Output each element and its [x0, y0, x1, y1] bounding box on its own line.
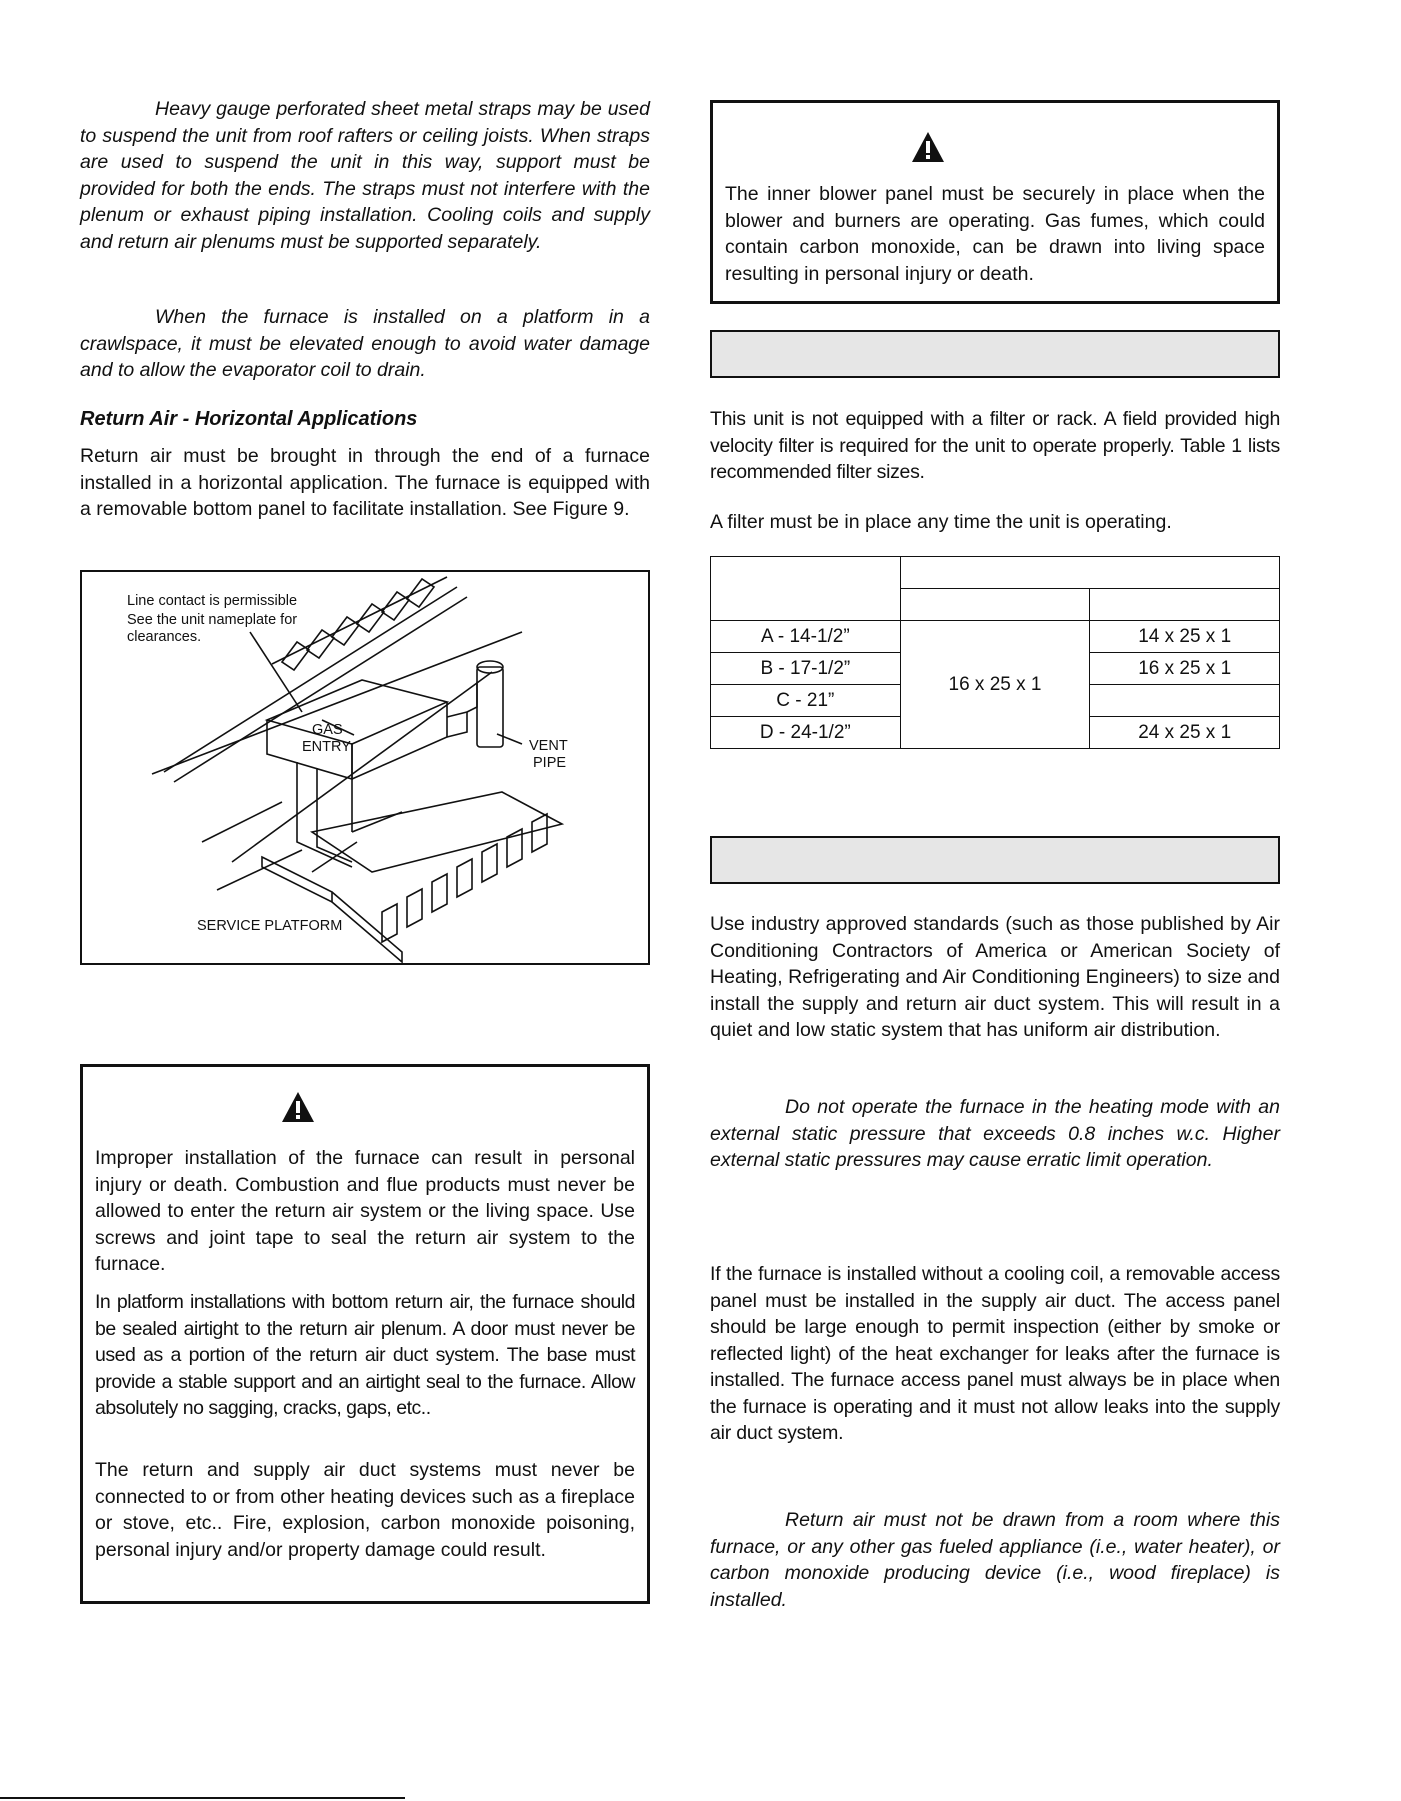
table-header-bottom	[1090, 589, 1280, 621]
warning-icon	[911, 131, 945, 163]
platform-paragraph: When the furnace is installed on a platform in a crawlspace, it must be elevated enough to avoid water damage and to allow the evaporator coil to drain.	[80, 306, 650, 381]
filter-size-table	[710, 556, 1280, 749]
warning-icon	[281, 1091, 315, 1123]
table-cell-bottom: 24 x 25 x 1	[1090, 717, 1280, 749]
furnace-platform-illustration	[82, 572, 648, 963]
table-cell-cabinet: A - 14-1/2”	[711, 621, 901, 653]
return-air-paragraph: Return air must be brought in through the end of a furnace installed in a horizontal application. The furnace is equipped with a removable bottom panel to facilitate installation. See Figure 9.	[80, 445, 650, 520]
warning-paragraph-3: The return and supply air duct systems must never be connected to or from other heating devices such as a fireplace or stove, etc.. Fire, explosion, carbon monoxide poisoning, personal injury and/or property damage could result.	[95, 1459, 635, 1561]
warning-paragraph-2: In platform installations with bottom return air, the furnace should be sealed airtight to the return air plenum. A door must never be used as a portion of the return air duct system. The base must provide a stable support and an airtight seal to the furnace. Allow absolutely no sagging, cracks, gaps, etc..	[95, 1291, 635, 1419]
figure-platform-install	[80, 570, 650, 965]
table-cell-cabinet: D - 24-1/2”	[711, 717, 901, 749]
table-header-cabinet	[711, 557, 901, 621]
section-header-bar-ducts	[710, 836, 1280, 884]
label-nameplate-1: See the unit nameplate for	[127, 612, 298, 628]
label-nameplate-2: clearances.	[127, 629, 202, 645]
footer-rule	[0, 1797, 405, 1799]
table-cell-cabinet: C - 21”	[711, 685, 901, 717]
access-panel-paragraph: If the furnace is installed without a cooling coil, a removable access panel must be installed in the supply air duct. The access panel should be large enough to permit inspection (either by smoke or reflected light) of the heat exchanger for leaks after the furnace is installed. The furnace access panel must always be in place when the furnace is operating and it must not allow leaks into the supply air duct system.	[710, 1263, 1280, 1444]
warning-paragraph-1: Improper installation of the furnace can result in personal injury or death. Combustion and flue products must never be allowed to enter the return air system or the living space. Use screws and joint tape to seal the return air system to the furnace.	[95, 1147, 635, 1275]
table-cell-side: 16 x 25 x 1	[900, 621, 1090, 749]
table-header-side	[900, 589, 1090, 621]
warning-box-return-air	[80, 1064, 650, 1604]
duct-paragraph: Use industry approved standards (such as those published by Air Conditioning Contractors of America or American Society of Heating, Refrigerating and Air Conditioning Engineers) to size and install the supply and return air duct system. This will result in a quiet and low static system that has uniform air distribution.	[710, 913, 1280, 1041]
label-line-contact: Line contact is permissible	[127, 593, 298, 609]
label-vent-2: PIPE	[533, 755, 567, 771]
return-air-heading: Return Air - Horizontal Applications	[80, 408, 418, 430]
blower-warning-text: The inner blower panel must be securely in place when the blower and burners are operating. Gas fumes, which could contain carbon monoxide, can be drawn into living space resulting in personal injury or death.	[725, 183, 1265, 285]
return-room-paragraph: Return air must not be drawn from a room where this furnace, or any other gas fueled appliance (i.e., water heater), or carbon monoxide producing device (i.e., wood fireplace) is installed.	[710, 1509, 1280, 1611]
table-cell-cabinet: B - 17-1/2”	[711, 653, 901, 685]
section-header-bar-filters	[710, 330, 1280, 378]
straps-paragraph: Heavy gauge perforated sheet metal straps may be used to suspend the unit from roof rafters or ceiling joists. When straps are used to suspend the unit in this way, support must be provided for both the ends. The straps must not interfere with the plenum or exhaust piping installation. Cooling coils and supply and return air plenums must be supported separately.	[80, 98, 650, 253]
label-vent-1: VENT	[529, 738, 568, 754]
table-cell-bottom: 16 x 25 x 1	[1090, 653, 1280, 685]
table-header-filter-size	[900, 557, 1279, 589]
warning-box-blower-panel	[710, 100, 1280, 304]
label-gas-2: ENTRY	[302, 739, 351, 755]
filter-in-place-paragraph: A filter must be in place any time the unit is operating.	[710, 511, 1172, 533]
table-cell-bottom	[1090, 685, 1280, 717]
table-cell-bottom: 14 x 25 x 1	[1090, 621, 1280, 653]
filter-paragraph: This unit is not equipped with a filter or rack. A field provided high velocity filter is required for the unit to operate properly. Table 1 lists recommended filter sizes.	[710, 408, 1280, 483]
label-service-platform: SERVICE PLATFORM	[197, 918, 343, 934]
label-gas-1: GAS	[312, 722, 343, 738]
static-pressure-paragraph: Do not operate the furnace in the heating mode with an external static pressure that exceeds 0.8 inches w.c. Higher external static pressures may cause erratic limit operation.	[710, 1096, 1280, 1171]
